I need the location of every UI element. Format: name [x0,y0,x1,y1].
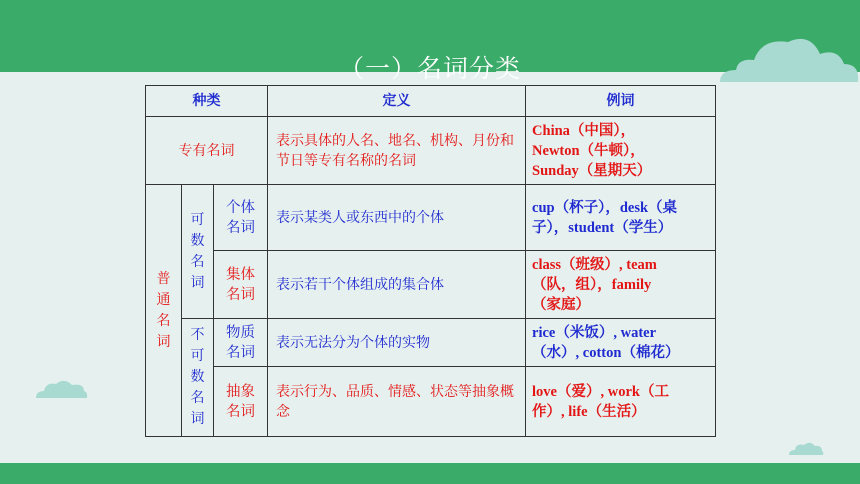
proper-noun-definition: 表示具体的人名、地名、机构、月份和节日等专有名称的名词 [268,117,526,185]
example-line: 子），student（学生） [532,219,673,236]
table-row-collective [146,251,716,319]
subtype-definition: 表示行为、品质、情感、状态等抽象概念 [268,367,526,437]
subtype-label [214,319,268,367]
subtype-definition: 表示无法分为个体的实物 [268,319,526,367]
cloud-icon [34,377,88,399]
proper-noun-examples [526,117,716,185]
subtype-examples [526,251,716,319]
subtype-text: 集体名词 [226,266,256,303]
table-row-individual [146,185,716,251]
common-noun-label [146,185,182,437]
countable-noun-text: 可数名词 [190,211,205,291]
subtype-label [214,185,268,251]
countable-noun-label [182,185,214,319]
table-row-abstract [146,367,716,437]
example-line: 作）, life（生活） [532,403,646,420]
header-definition: 定义 [268,86,526,117]
page-title: （一）名词分类 [338,54,521,83]
header-type: 种类 [146,86,268,117]
example-line: class（班级）, team [532,256,657,273]
example-line: （水）, cotton（棉花） [532,344,680,361]
header-examples: 例词 [526,86,716,117]
subtype-examples [526,319,716,367]
example-line: （队，组），family [532,276,652,293]
proper-noun-label: 专有名词 [146,117,268,185]
noun-classification-table [145,85,716,437]
subtype-definition: 表示某类人或东西中的个体 [268,185,526,251]
subtype-text: 抽象名词 [226,383,256,420]
cloud-icon [788,440,824,456]
example-line: love（爱）, work（工 [532,383,669,400]
example-line: （家庭） [532,296,591,313]
example-line: rice（米饭）, water [532,324,657,341]
uncountable-noun-text: 不可数名词 [190,327,205,427]
subtype-examples [526,367,716,437]
subtype-label [214,251,268,319]
table-row-proper [146,117,716,185]
example-line: cup（杯子），desk（桌 [532,199,678,216]
example-line: Sunday（星期天） [532,162,652,179]
example-line: Newton（牛顿）， [532,142,645,159]
subtype-text: 物质名词 [226,324,256,361]
example-line: China（中国）， [532,122,636,139]
subtype-text: 个体名词 [226,199,256,236]
bottom-banner [0,463,860,484]
table-header-row [146,86,716,117]
uncountable-noun-label [182,319,214,437]
subtype-definition: 表示若干个体组成的集合体 [268,251,526,319]
subtype-examples [526,185,716,251]
table-row-material [146,319,716,367]
subtype-label [214,367,268,437]
common-noun-text: 普通名词 [156,270,171,350]
